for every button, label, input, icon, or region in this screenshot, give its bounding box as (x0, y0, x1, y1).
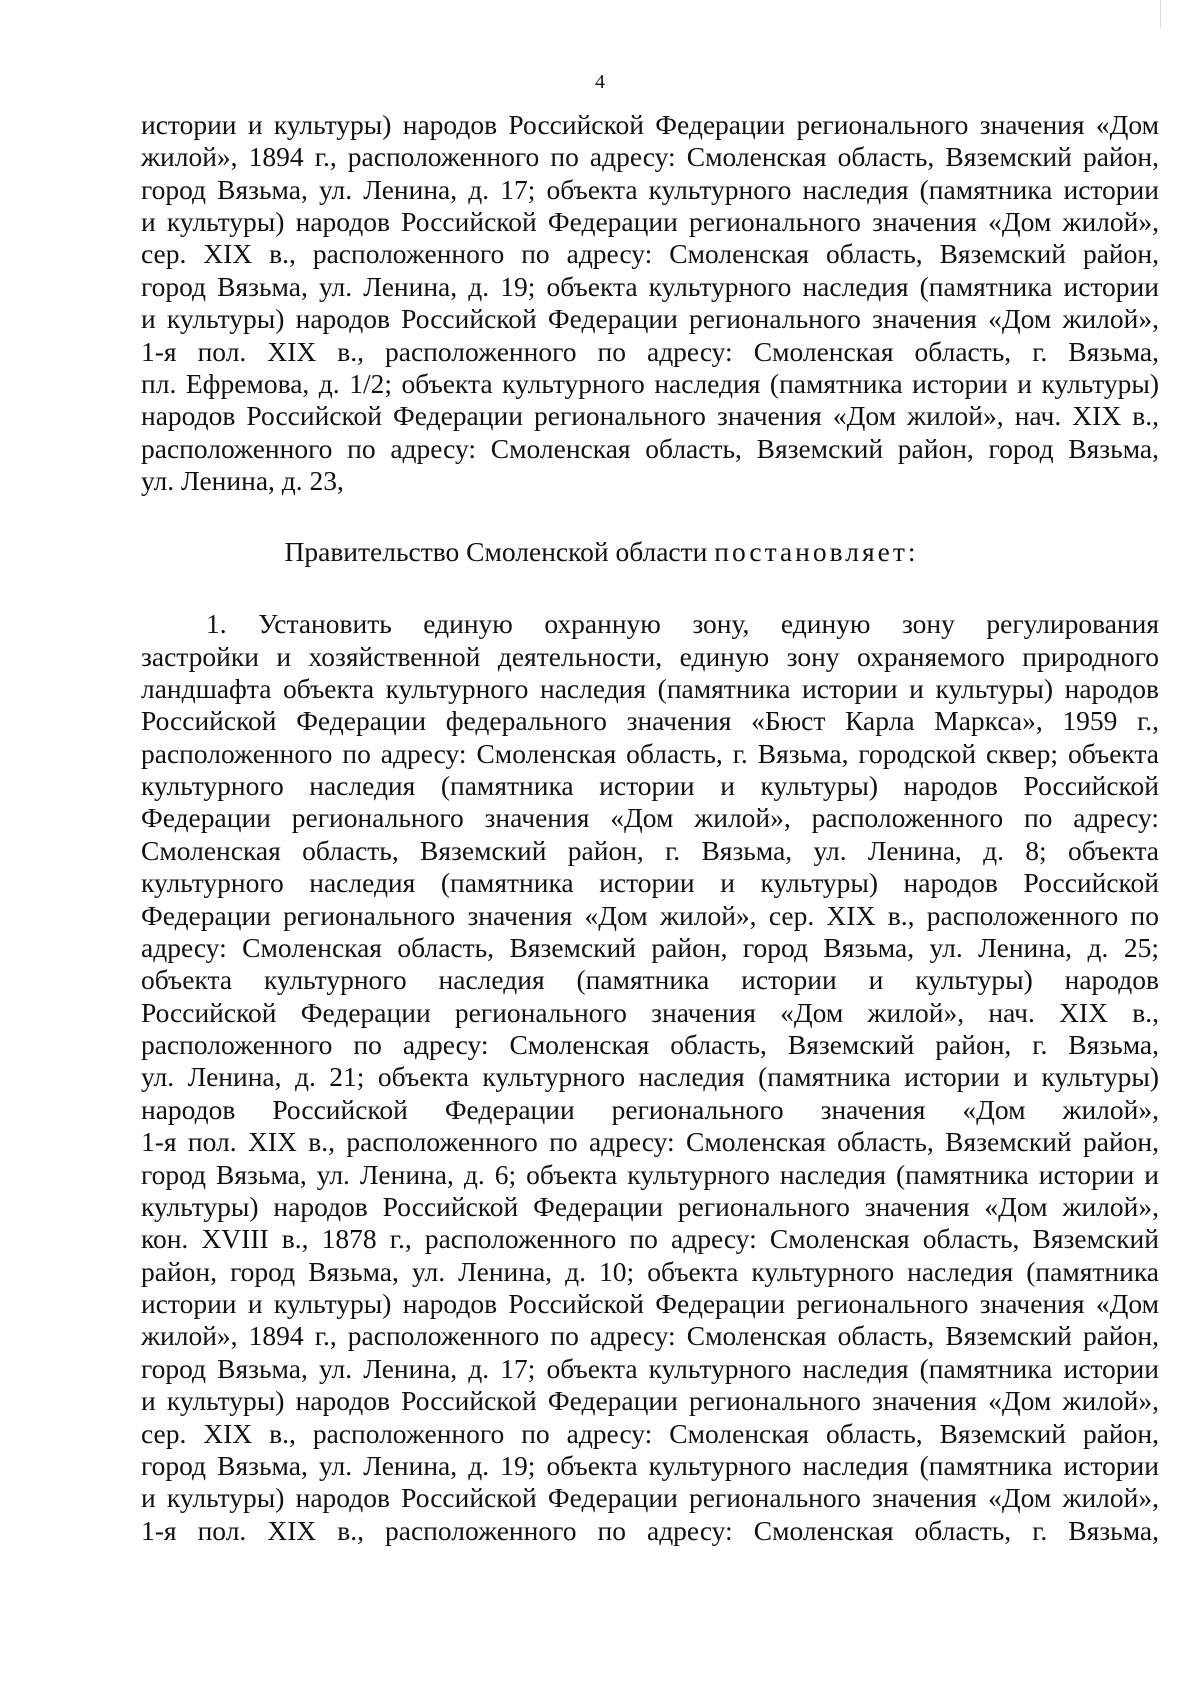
text-line: расположенного по адресу: Смоленская область, Вяземский район, г. Вязьма, (141, 1029, 1159, 1060)
text-line: жилой», 1894 г., расположенного по адресу: Смоленская область, Вяземский район, (141, 1320, 1159, 1351)
text-line: и культуры) народов Российской Федерации регионального значения «Дом жилой», (141, 1385, 1159, 1416)
text-line: культурного наследия (памятника истории и культуры) народов Российской (141, 867, 1159, 898)
text-line: ландшафта объекта культурного наследия (памятника истории и культуры) народов (141, 673, 1159, 704)
scan-edge-mark (1160, 0, 1175, 28)
text-line: ул. Ленина, д. 21; объекта культурного наследия (памятника истории и культуры) (141, 1061, 1159, 1092)
text-line: город Вязьма, ул. Ленина, д. 6; объекта культурного наследия (памятника истории и (141, 1159, 1159, 1190)
text-line: адресу: Смоленская область, Вяземский район, город Вязьма, ул. Ленина, д. 25; (141, 932, 1159, 963)
resolution-prefix: Правительство Смоленской области (284, 536, 715, 567)
text-line: жилой», 1894 г., расположенного по адресу: Смоленская область, Вяземский район, (141, 141, 1159, 172)
text-line: Федерации регионального значения «Дом жилой», сер. XIX в., расположенного по (141, 900, 1159, 931)
text-line: Российской Федерации федерального значения «Бюст Карла Маркса», 1959 г., (141, 705, 1159, 736)
text-line: расположенного по адресу: Смоленская область, Вяземский район, город Вязьма, (141, 433, 1159, 464)
text-line: кон. XVIII в., 1878 г., расположенного по адресу: Смоленская область, Вяземский (141, 1223, 1159, 1254)
text-line: Российской Федерации регионального значения «Дом жилой», нач. XIX в., (141, 997, 1159, 1028)
text-line: культурного наследия (памятника истории и культуры) народов Российской (141, 770, 1159, 801)
text-line: истории и культуры) народов Российской Федерации регионального значения «Дом (141, 109, 1159, 140)
text-line: город Вязьма, ул. Ленина, д. 17; объекта культурного наследия (памятника истории (141, 1353, 1159, 1384)
text-line: и культуры) народов Российской Федерации регионального значения «Дом жилой», (141, 303, 1159, 334)
text-line: сер. XIX в., расположенного по адресу: Смоленская область, Вяземский район, (141, 238, 1159, 269)
resolution-line (0, 536, 1200, 568)
text-line: застройки и хозяйственной деятельности, единую зону охраняемого природного (141, 641, 1159, 672)
page-number: 4 (595, 71, 605, 93)
text-line: город Вязьма, ул. Ленина, д. 17; объекта культурного наследия (памятника истории (141, 174, 1159, 205)
text-line: объекта культурного наследия (памятника истории и культуры) народов (141, 964, 1159, 995)
text-line: культуры) народов Российской Федерации регионального значения «Дом жилой», (141, 1191, 1159, 1222)
text-line: 1-я пол. XIX в., расположенного по адресу: Смоленская область, г. Вязьма, (141, 336, 1159, 367)
resolution-verb: постановляет (714, 536, 908, 567)
resolution-suffix: : (907, 536, 916, 567)
text-line: Смоленская область, Вяземский район, г. Вязьма, ул. Ленина, д. 8; объекта (141, 835, 1159, 866)
text-line: пл. Ефремова, д. 1/2; объекта культурного наследия (памятника истории и культуры) (141, 368, 1159, 399)
text-line: и культуры) народов Российской Федерации регионального значения «Дом жилой», (141, 206, 1159, 237)
text-line: 1-я пол. XIX в., расположенного по адресу: Смоленская область, Вяземский район, (141, 1126, 1159, 1157)
text-line: 1. Установить единую охранную зону, единую зону регулирования (206, 608, 1159, 639)
text-line: район, город Вязьма, ул. Ленина, д. 10; объекта культурного наследия (памятника (141, 1256, 1159, 1287)
text-line: 1-я пол. XIX в., расположенного по адресу: Смоленская область, г. Вязьма, (141, 1515, 1159, 1546)
text-line: народов Российской Федерации регионального значения «Дом жилой», нач. XIX в., (141, 400, 1159, 431)
text-line: народов Российской Федерации регионального значения «Дом жилой», (141, 1094, 1159, 1125)
text-line: Федерации регионального значения «Дом жилой», расположенного по адресу: (141, 802, 1159, 833)
text-line: город Вязьма, ул. Ленина, д. 19; объекта культурного наследия (памятника истории (141, 1450, 1159, 1481)
text-line: сер. XIX в., расположенного по адресу: Смоленская область, Вяземский район, (141, 1418, 1159, 1449)
text-line: ул. Ленина, д. 23, (141, 465, 344, 496)
text-line: город Вязьма, ул. Ленина, д. 19; объекта культурного наследия (памятника истории (141, 271, 1159, 302)
text-line: истории и культуры) народов Российской Федерации регионального значения «Дом (141, 1288, 1159, 1319)
text-line: и культуры) народов Российской Федерации регионального значения «Дом жилой», (141, 1482, 1159, 1513)
text-line: расположенного по адресу: Смоленская область, г. Вязьма, городской сквер; объекта (141, 738, 1159, 769)
